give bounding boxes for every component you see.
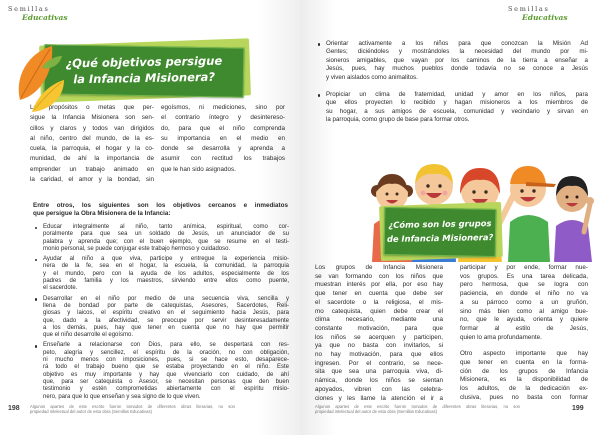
objective-text-line: objetivo es muy importante y hay que vivenciarlo con cuidado, de ahí bbox=[43, 371, 289, 378]
objective-text bbox=[43, 256, 289, 292]
intro-text-line: al niño, centro del mundo, de la es- bbox=[30, 134, 154, 142]
objectives-list bbox=[33, 224, 289, 404]
objective-text-line: poralmente para que sea un soldado de Jesús, un anunciador de su bbox=[43, 231, 289, 238]
logo-word-educativas: Educativas bbox=[22, 12, 68, 22]
intro-text-line: asumir con rectitud los trabajos bbox=[161, 155, 285, 163]
groups-text-line: formar al estilo de Jesús, bbox=[460, 324, 588, 332]
groups-text-line: ciones y les llame la atención el ir a bbox=[315, 394, 443, 402]
groups-text-line: Otro aspecto importante que hay bbox=[460, 350, 588, 358]
groups-paragraph bbox=[460, 264, 588, 342]
section-title-line: ¿Cómo son los grupos bbox=[388, 218, 492, 230]
right-page bbox=[300, 0, 600, 435]
intro-text-line: do, para que el niño comprenda bbox=[161, 124, 285, 132]
intro-text-line: sigue la Infancia Misionera son sen- bbox=[30, 114, 154, 122]
objectives-list-continued bbox=[316, 40, 588, 134]
groups-text-line: no, que le ayuda, orienta y quiere bbox=[460, 316, 588, 324]
groups-text-line: apoyados, vibren con las celebra- bbox=[315, 385, 443, 393]
logo-word-semillas: Semillas bbox=[508, 5, 550, 13]
intro-text-line: que le han sido asignados. bbox=[161, 165, 236, 173]
groups-text-line: ya que no basta con invitarlos, si bbox=[315, 342, 443, 350]
section-title-banner bbox=[384, 208, 496, 256]
groups-text-line: el sacerdote o la religiosa, el mis- bbox=[315, 298, 443, 306]
objective-item bbox=[316, 91, 588, 125]
objective-text-line: monio personal, se puede conjugar este trabajo hermoso y cuidadoso. bbox=[43, 245, 231, 252]
objective-text-line: giosas y laicos, el espíritu creativo en el seguimiento hacia Jesús, para bbox=[43, 310, 289, 317]
objective-text-line: ni mucho menos con imposiciones, pues, si se hace esto, desaparece- bbox=[43, 357, 289, 364]
intro-text-line: cuela, la parroquia, el hogar y la co- bbox=[30, 145, 154, 153]
objectives-heading-line: que persigue la Obra Misionera de la Infancia: bbox=[33, 210, 171, 217]
intro-text-line: munidad, de ahí la importancia de bbox=[30, 155, 154, 163]
bullet-marker bbox=[35, 345, 38, 348]
credit-line: Algunos apartes de este escrito fueron tomados de diferentes obras literarias, no son bbox=[30, 404, 235, 409]
objective-text-line: que, para ser catequista o Asesor, se necesitan personas que den buen bbox=[43, 378, 289, 385]
section-title-line: la Infancia Misionera? bbox=[73, 69, 216, 87]
bullet-marker bbox=[318, 94, 321, 97]
section-title-banner bbox=[44, 46, 244, 96]
groups-text-line: Los grupos de Infancia Misionera bbox=[315, 264, 443, 271]
objective-text-line: la parroquia, como grupo de base para formar otros. bbox=[326, 116, 470, 124]
objective-text-line: Educar integralmente al niño, tanto anímica, espiritual, como cor- bbox=[43, 224, 289, 230]
objective-text-line: que el niño desarrolle el egoísmo. bbox=[43, 332, 134, 339]
groups-text-line: ción de los grupos de Infancia bbox=[460, 367, 588, 375]
leaves-icon bbox=[12, 40, 66, 116]
objective-text bbox=[326, 91, 588, 125]
groups-text-line: a su párroco como a un gruñón, bbox=[460, 298, 588, 306]
groups-text-line: ingresen. Por el contrario, se nece- bbox=[315, 359, 443, 367]
objective-text-line: el sacerdote. bbox=[43, 285, 78, 292]
objective-text-line: nera de la fe, sea en el hogar, la escuela, la comunidad, la parroquia bbox=[43, 263, 289, 270]
groups-text-line: participar y por ende, formar nue- bbox=[460, 264, 588, 271]
objective-text bbox=[326, 40, 588, 82]
intro-column-2 bbox=[161, 103, 285, 175]
groups-text-line: sita que sea una parroquia viva, di- bbox=[315, 368, 443, 376]
groups-column-1 bbox=[315, 264, 443, 403]
intro-text-line: donde se desarrolla y aprenda a bbox=[161, 145, 285, 153]
objective-text-line: sioneros amigables, que vayan por los caminos de la tierra a enseñar a bbox=[326, 56, 588, 64]
objective-item bbox=[33, 224, 289, 253]
logo-word-educativas: Educativas bbox=[522, 12, 568, 22]
objective-text-line: Propiciar un clima de fraternidad, unidad y amor en los niños, para bbox=[326, 91, 588, 99]
groups-text-line: que tener en cuenta en la forma- bbox=[460, 359, 588, 367]
groups-text-line: mo catequista, quien debe crear el bbox=[315, 307, 443, 315]
objective-text-line: Jesús, pues, hay muchos pueblos donde todavía no se conoce a Jesús bbox=[326, 65, 588, 73]
groups-text-line: no hay motivación, para que ellos bbox=[315, 351, 443, 359]
intro-text-line: el contrario íntegro y desintereso- bbox=[161, 114, 285, 122]
groups-text-line: Misionera, es la disponibilidad de bbox=[460, 376, 588, 384]
objective-text-line: su hogar, a sus amigos de escuela, comunidad y vecindario y sirvan en bbox=[326, 107, 588, 115]
bullet-marker bbox=[318, 43, 321, 46]
objectives-heading-line: Entre otros, los siguientes son los objetivos cercanos e inmediatos bbox=[33, 202, 288, 209]
objective-text-line: a los demás, pues, hay que tener en cuenta que no hay que permitir bbox=[43, 324, 289, 331]
groups-text-line: námica, donde los niños se sientan bbox=[315, 377, 443, 385]
page-number: 199 bbox=[572, 405, 584, 412]
groups-text-line: vos grupos. Es una tarea delicada, bbox=[460, 272, 588, 280]
objective-text-line: llena de bondad por parte de catequistas, Asesores, Sacerdotes, Reli- bbox=[43, 302, 289, 309]
intro-text-line: su importancia en el medio en bbox=[161, 134, 285, 142]
intro-text-line: cillos y claros y todos van dirigidos bbox=[30, 124, 154, 132]
source-credit bbox=[315, 404, 520, 414]
section-title bbox=[384, 216, 496, 246]
section-title-line: de Infancia Misionera? bbox=[386, 232, 494, 244]
groups-text-line: los niños se acerquen y participen, bbox=[315, 333, 443, 341]
objective-text-line: Orientar activamente a los niños para que conozcan la Misión Ad bbox=[326, 40, 588, 47]
bullet-marker bbox=[35, 298, 38, 301]
groups-text-line: clusiva, pues no basta con formar bbox=[460, 393, 588, 401]
groups-text-line: paciencia, en donde el niño no va bbox=[460, 290, 588, 298]
groups-text-line: quien lo ama profundamente. bbox=[460, 333, 542, 341]
objective-item bbox=[33, 296, 289, 340]
groups-text-line: los adultos, de la dedicación ex- bbox=[460, 385, 588, 393]
objective-text-line: Ayudar al niño a que viva, participe y entregue la experiencia misio- bbox=[43, 256, 289, 263]
bullet-marker bbox=[35, 259, 38, 262]
objective-text-line: testimonio y estén comprometidas abiertamente con el espíritu misio- bbox=[43, 386, 289, 393]
intro-text-line: Los propósitos o metas que per- bbox=[30, 104, 154, 111]
intro-text-line: emprender un trabajo animado en bbox=[30, 165, 154, 173]
objective-text-line: rá todo el trabajo bueno que se estaba proyectando en el niño. Este bbox=[43, 364, 289, 371]
objective-text-line: que, dado a la afectividad, se preocupe por servir desinteresadamente bbox=[43, 317, 289, 324]
objectives-heading bbox=[33, 202, 288, 218]
page-number: 198 bbox=[8, 405, 20, 412]
objective-text bbox=[43, 342, 289, 400]
groups-text-line: que tener en cuenta que debe ser bbox=[315, 290, 443, 298]
groups-paragraph bbox=[460, 350, 588, 402]
objective-text-line: Gentes; diciéndoles y mostrándoles la necesidad del mundo por mi- bbox=[326, 48, 588, 56]
credit-line: propiedad intelectual del autor de esta obra (Semillas Educativas) bbox=[30, 409, 152, 415]
objective-text-line: Desarrollar en el niño por medio de una secuencia viva, sencilla y bbox=[43, 295, 289, 302]
section-title bbox=[44, 52, 245, 87]
objective-text-line: nero, para que lo que enseñan y sea signo de lo que viven. bbox=[43, 393, 201, 400]
section-title-line: ¿Qué objetivos persigue bbox=[65, 53, 223, 71]
intro-text-line: la caridad, el amor y la bondad, sin bbox=[30, 176, 154, 184]
magazine-logo bbox=[8, 6, 68, 21]
objective-text-line: palabra y aprenda que; con el buen ejemplo, que se resume en el testi- bbox=[43, 238, 289, 245]
objective-item bbox=[33, 342, 289, 400]
groups-text-line: muestran interés por ella, por eso hay bbox=[315, 281, 443, 289]
groups-text-line: se van formando con los niños que bbox=[315, 272, 443, 280]
objective-text-line: que ellos proyecten lo recibido y hagan misioneros a los miembros de bbox=[326, 99, 588, 107]
objective-item bbox=[33, 256, 289, 292]
objective-text-line: peto, alegría y sencillez, el espíritu de la oración, no con obligación, bbox=[43, 349, 289, 356]
objective-item bbox=[316, 40, 588, 82]
objective-text-line: Enseñarle a relacionarse con Dios, para ello, se despertará con res- bbox=[43, 342, 289, 349]
objective-text-line: padres de familia y los maestros, sirviendo entre ellos como puente, bbox=[43, 278, 289, 285]
objective-text-line: y viven aislados como animalitos. bbox=[326, 73, 418, 81]
objective-text-line: y el mundo, pero con la ayuda de los adultos, especialmente de los bbox=[43, 270, 289, 277]
groups-text-line: constante motivación, para que bbox=[315, 324, 443, 332]
objective-text bbox=[43, 224, 289, 253]
groups-text-line: sino más bien como al amigo bue- bbox=[460, 307, 588, 315]
credit-line: Algunos apartes de este escrito fueron tomados de diferentes obras literarias, no son bbox=[315, 404, 520, 409]
groups-column-2 bbox=[460, 264, 588, 403]
intro-text-line: egoísmos, ni mediciones, sino por bbox=[161, 104, 285, 111]
groups-text-line: clima necesario, mediante una bbox=[315, 316, 443, 324]
magazine-logo bbox=[508, 6, 568, 21]
logo-word-semillas: Semillas bbox=[8, 5, 50, 13]
source-credit bbox=[30, 404, 235, 414]
bullet-marker bbox=[35, 227, 38, 230]
objective-text bbox=[43, 296, 289, 340]
groups-text-line: pero hermosa, que se logra con bbox=[460, 281, 588, 289]
credit-line: propiedad intelectual del autor de esta obra (Semillas Educativas) bbox=[315, 409, 437, 415]
